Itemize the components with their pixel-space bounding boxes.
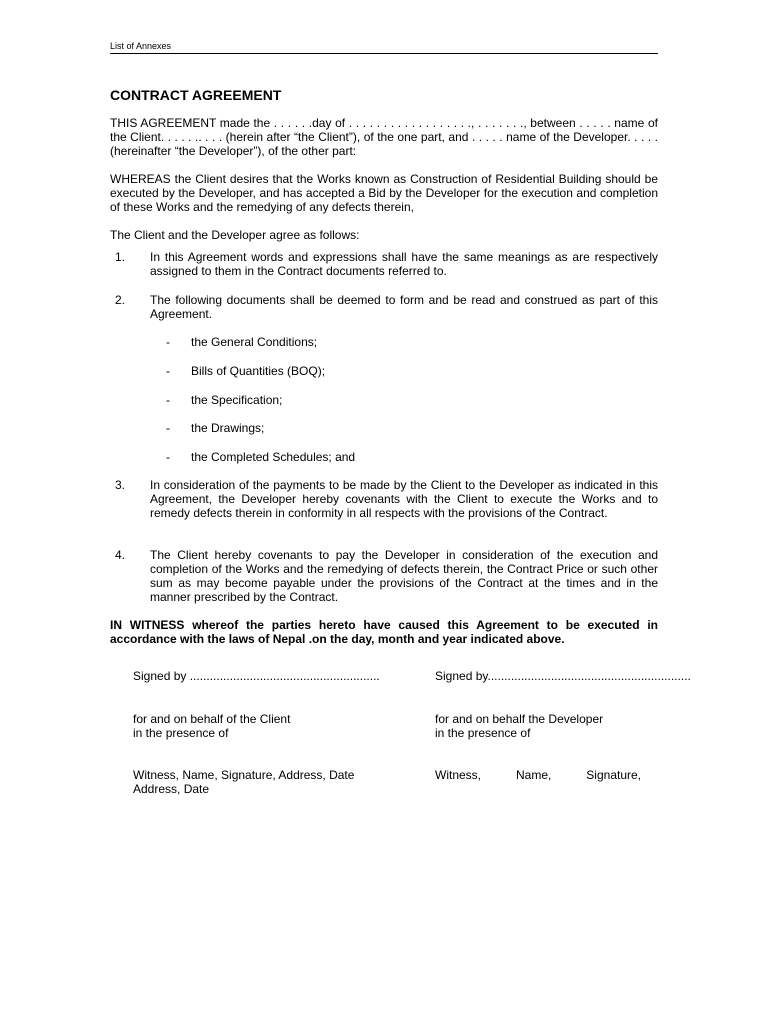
clause-number: 1. bbox=[115, 250, 126, 264]
developer-signed-by: Signed by............................................................. bbox=[435, 669, 691, 683]
whereas-paragraph: WHEREAS the Client desires that the Works known as Construction of Residential Building should be executed by the Developer, and has accepted a Bid by the Developer for the execution and completion of these Works and the remedying of any defects therein, bbox=[110, 172, 658, 214]
clause-number: 2. bbox=[115, 293, 126, 307]
client-witness-line: Witness, Name, Signature, Address, Date bbox=[133, 768, 355, 782]
agree-intro: The Client and the Developer agree as follows: bbox=[110, 228, 360, 242]
developer-behalf-line: for and on behalf the Developer bbox=[435, 712, 604, 726]
clause-number: 4. bbox=[115, 548, 126, 562]
signature-word: Signature, bbox=[586, 768, 641, 782]
witness-clause: IN WITNESS whereof the parties hereto have caused this Agreement to be executed in accordance with the laws of Nepal .on the day, month and year indicated above. bbox=[110, 618, 658, 646]
list-item-text: Bills of Quantities (BOQ); bbox=[191, 364, 326, 378]
list-item-text: the Completed Schedules; and bbox=[191, 450, 356, 464]
clause-text: In this Agreement words and expressions shall have the same meanings as are respectively assigned to them in the Contract documents referred to. bbox=[150, 250, 658, 278]
clause-text: The Client hereby covenants to pay the Developer in consideration of the execution and completion of the Works and the remedying of defects therein, the Contract Price or such other sum as may become payable under the provisions of the Contract at the times and in the manner prescribed by the Contract. bbox=[150, 548, 658, 604]
intro-paragraph: THIS AGREEMENT made the . . . . . .day of . . . . . . . . . . . . . . . . . ., . . . . . . ., between . . . . . name of the Client. . . . . .. . . . (herein after “the Client”), of the one part, and . . . . . name of the Developer. . . . .(hereinafter “the Developer”), of the other part: bbox=[110, 116, 658, 158]
document-title: CONTRACT AGREEMENT bbox=[110, 87, 282, 103]
list-dash: - bbox=[166, 421, 170, 435]
list-item-text: the Drawings; bbox=[191, 421, 265, 435]
developer-witness-line bbox=[435, 768, 641, 782]
witness-word: Witness, bbox=[435, 768, 482, 782]
developer-behalf-block bbox=[435, 712, 603, 740]
client-behalf-line: for and on behalf of the Client bbox=[133, 712, 291, 726]
list-dash: - bbox=[166, 364, 170, 378]
list-dash: - bbox=[166, 393, 170, 407]
list-item-text: the Specification; bbox=[191, 393, 283, 407]
client-presence-line: in the presence of bbox=[133, 726, 229, 740]
list-dash: - bbox=[166, 335, 170, 349]
client-behalf-block bbox=[133, 712, 290, 740]
developer-presence-line: in the presence of bbox=[435, 726, 531, 740]
list-item-text: the General Conditions; bbox=[191, 335, 318, 349]
clause-text: In consideration of the payments to be made by the Client to the Developer as indicated in this Agreement, the Developer hereby covenants with the Client to execute the Works and to remedy defects therein in conformity in all respects with the provisions of the Contract. bbox=[150, 478, 658, 520]
client-witness-line-2: Address, Date bbox=[133, 782, 210, 796]
client-signed-by: Signed by ......................................................... bbox=[133, 669, 380, 683]
clause-text: The following documents shall be deemed to form and be read and construed as part of this Agreement. bbox=[150, 293, 658, 321]
list-dash: - bbox=[166, 450, 170, 464]
clause-number: 3. bbox=[115, 478, 126, 492]
name-word: Name, bbox=[515, 768, 552, 782]
running-header: List of Annexes bbox=[110, 41, 658, 54]
